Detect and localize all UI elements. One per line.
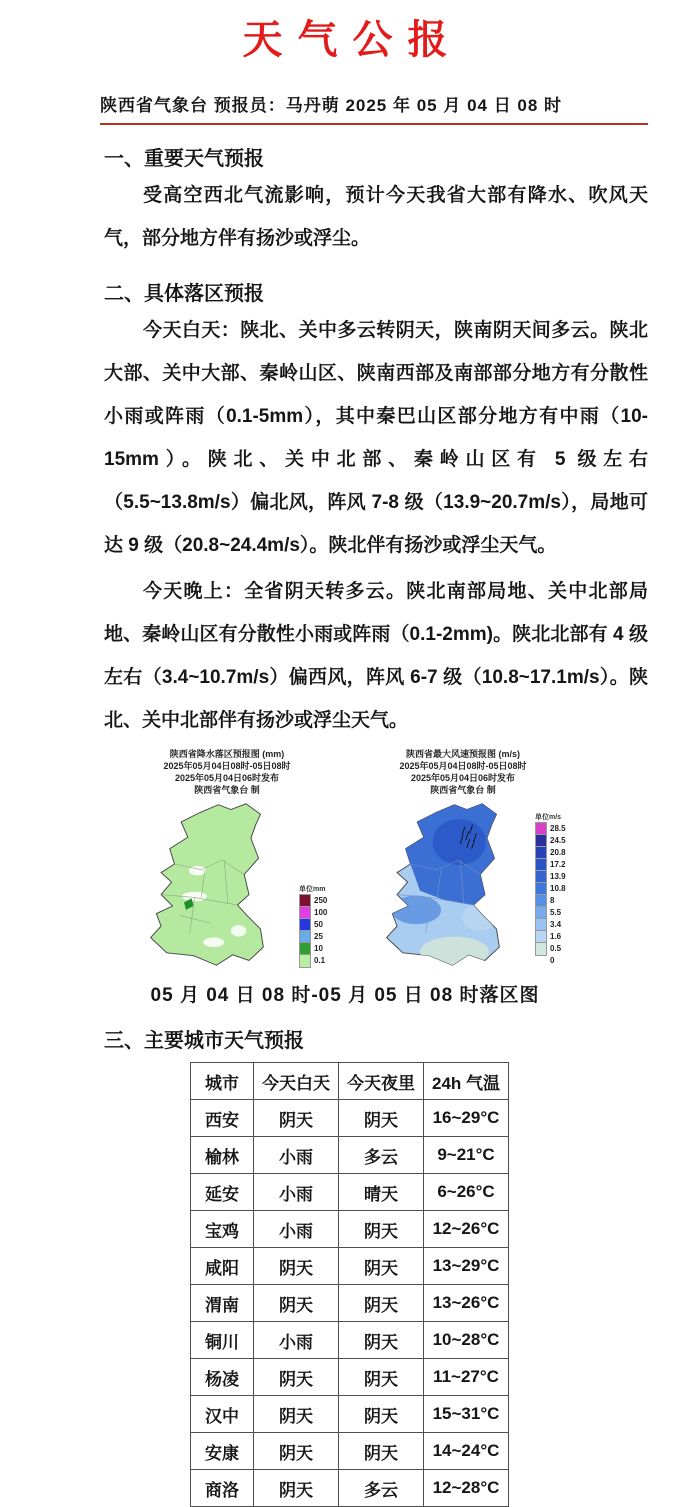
table-cell: 阴天 — [339, 1396, 424, 1433]
precipitation-map — [133, 799, 279, 971]
table-cell: 14~24°C — [424, 1433, 509, 1470]
wind-map-issued: 2025年05月04日06时发布 — [410, 773, 516, 783]
west-guanzhong-wind — [391, 896, 441, 925]
legend-item: 25 — [299, 931, 339, 943]
city-cell: 咸阳 — [191, 1248, 254, 1285]
city-weather-table — [190, 1062, 509, 1507]
page-title: 天气公报 — [242, 18, 463, 62]
table-cell: 12~26°C — [424, 1211, 509, 1248]
wind-map-block — [355, 748, 571, 971]
column-header-night: 今天夜里 — [339, 1063, 424, 1100]
city-cell: 渭南 — [191, 1285, 254, 1322]
city-cell: 商洛 — [191, 1470, 254, 1507]
legend-item: 3.4 — [535, 919, 575, 931]
legend-item: 10.8 — [535, 883, 575, 895]
legend-item: 250 — [299, 895, 339, 907]
city-cell: 宝鸡 — [191, 1211, 254, 1248]
section-1-heading: 一、重要天气预报 — [104, 148, 264, 170]
legend-item: 20.8 — [535, 847, 575, 859]
table-cell: 阴天 — [254, 1285, 339, 1322]
precipitation-map-block — [119, 748, 335, 971]
table-header-row — [191, 1063, 509, 1100]
city-cell: 杨凌 — [191, 1359, 254, 1396]
precip-legend — [299, 884, 339, 967]
table-cell: 阴天 — [339, 1211, 424, 1248]
maps-caption: 05 月 04 日 08 时-05 月 05 日 08 时落区图 — [150, 985, 540, 1006]
table-cell: 阴天 — [339, 1285, 424, 1322]
section-1-paragraph — [104, 174, 648, 260]
legend-item: 50 — [299, 919, 339, 931]
table-row — [191, 1433, 509, 1470]
table-cell: 13~26°C — [424, 1285, 509, 1322]
table-row — [191, 1396, 509, 1433]
table-row — [191, 1100, 509, 1137]
precip-map-issued: 2025年05月04日06时发布 — [174, 773, 280, 783]
legend-item: 24.5 — [535, 835, 575, 847]
section-3-heading: 三、主要城市天气预报 — [104, 1030, 304, 1052]
table-cell: 11~27°C — [424, 1359, 509, 1396]
section-2-heading: 二、具体落区预报 — [104, 283, 264, 305]
table-cell: 10~28°C — [424, 1322, 509, 1359]
legend-item: 1.6 — [535, 931, 575, 943]
wind-map-period: 2025年05月04日08时-05日08时 — [399, 761, 527, 771]
legend-item: 17.2 — [535, 859, 575, 871]
table-cell: 阴天 — [339, 1322, 424, 1359]
table-cell: 小雨 — [254, 1322, 339, 1359]
city-cell: 延安 — [191, 1174, 254, 1211]
wind-legend-items — [535, 823, 575, 967]
south-light-wind — [420, 937, 489, 968]
table-row — [191, 1359, 509, 1396]
legend-item: 0 — [550, 956, 555, 965]
table-cell: 6~26°C — [424, 1174, 509, 1211]
table-cell: 多云 — [339, 1470, 424, 1507]
night-forecast-paragraph — [104, 570, 648, 742]
table-cell: 阴天 — [254, 1359, 339, 1396]
legend-item: 8 — [535, 895, 575, 907]
table-cell: 阴天 — [254, 1248, 339, 1285]
column-header-day: 今天白天 — [254, 1063, 339, 1100]
table-cell: 阴天 — [254, 1470, 339, 1507]
table-cell: 16~29°C — [424, 1100, 509, 1137]
day-forecast-text: 陕北、关中多云转阴天，陕南阴天间多云。陕北大部、关中大部、秦岭山区、陕南西部及南部部分地方有分散性小雨或阵雨（0.1-5mm），其中秦巴山区部分地方有中雨（10-15mm）。陕北、关中北部、秦岭山区有 5 级左右（5.5~13.8m/s）偏北风，阵风 7-8 级（13.9~20.7m/s），局地可达 9 级（20.8~24.4m/s）。陕北伴有扬沙或浮尘天气。 — [104, 320, 648, 556]
table-cell: 9~21°C — [424, 1137, 509, 1174]
table-cell: 阴天 — [339, 1433, 424, 1470]
precip-map-period: 2025年05月04日08时-05日08时 — [163, 761, 291, 771]
table-row — [191, 1470, 509, 1507]
legend-item: 10 — [299, 943, 339, 955]
forecaster-line: 陕西省气象台 预报员：马丹萌 2025 年 05 月 04 日 08 时 — [100, 91, 648, 125]
table-cell: 阴天 — [254, 1396, 339, 1433]
table-row — [191, 1174, 509, 1211]
table-cell: 阴天 — [254, 1100, 339, 1137]
city-cell: 榆林 — [191, 1137, 254, 1174]
city-cell: 西安 — [191, 1100, 254, 1137]
section-1-text: 受高空西北气流影响，预计今天我省大部有降水、吹风天气，部分地方伴有扬沙或浮尘。 — [104, 185, 648, 249]
legend-item: 28.5 — [535, 823, 575, 835]
wind-map-credit: 陕西省气象台 制 — [430, 785, 496, 795]
table-cell: 阴天 — [339, 1359, 424, 1396]
table-row — [191, 1322, 509, 1359]
strongest-wind-core — [432, 819, 486, 865]
wind-map-title: 陕西省最大风速预报图 (m/s) — [405, 749, 520, 759]
table-cell: 阴天 — [339, 1100, 424, 1137]
precip-legend-title: 单位mm — [299, 886, 326, 893]
column-header-temp: 24h 气温 — [424, 1063, 509, 1100]
day-forecast-paragraph — [104, 309, 648, 567]
table-cell: 阴天 — [254, 1433, 339, 1470]
legend-item: 13.9 — [535, 871, 575, 883]
table-row — [191, 1211, 509, 1248]
city-cell: 安康 — [191, 1433, 254, 1470]
precip-map-credit: 陕西省气象台 制 — [194, 785, 260, 795]
table-cell: 小雨 — [254, 1137, 339, 1174]
wind-map — [369, 799, 515, 971]
table-cell: 15~31°C — [424, 1396, 509, 1433]
precip-legend-items — [299, 895, 339, 967]
day-forecast-label: 今天白天： — [143, 320, 241, 341]
legend-item: 5.5 — [535, 907, 575, 919]
table-cell: 12~28°C — [424, 1470, 509, 1507]
table-cell: 多云 — [339, 1137, 424, 1174]
table-cell: 13~29°C — [424, 1248, 509, 1285]
city-cell: 汉中 — [191, 1396, 254, 1433]
precip-map-title: 陕西省降水落区预报图 (mm) — [169, 749, 285, 759]
wind-legend — [535, 812, 575, 967]
table-row — [191, 1137, 509, 1174]
table-row — [191, 1285, 509, 1322]
table-cell: 小雨 — [254, 1174, 339, 1211]
legend-item: 100 — [299, 907, 339, 919]
column-header-city: 城市 — [191, 1063, 254, 1100]
night-forecast-label: 今天晚上： — [143, 581, 245, 602]
table-cell: 小雨 — [254, 1211, 339, 1248]
table-cell: 阴天 — [339, 1248, 424, 1285]
night-forecast-text: 全省阴天转多云。陕北南部局地、关中北部局地、秦岭山区有分散性小雨或阵雨（0.1-2mm)。陕北北部有 4 级左右（3.4~10.7m/s）偏西风，阵风 6-7 级（10.8~17.1m/s）。陕北、关中北部伴有扬沙或浮尘天气。 — [104, 581, 648, 731]
table-row — [191, 1248, 509, 1285]
legend-item: 0.5 — [535, 943, 575, 955]
city-table-body — [191, 1100, 509, 1507]
legend-item: 0.1 — [299, 955, 339, 967]
table-cell: 晴天 — [339, 1174, 424, 1211]
city-cell: 铜川 — [191, 1322, 254, 1359]
forecast-maps-row — [0, 748, 690, 971]
wind-legend-title: 单位m/s — [535, 814, 562, 821]
